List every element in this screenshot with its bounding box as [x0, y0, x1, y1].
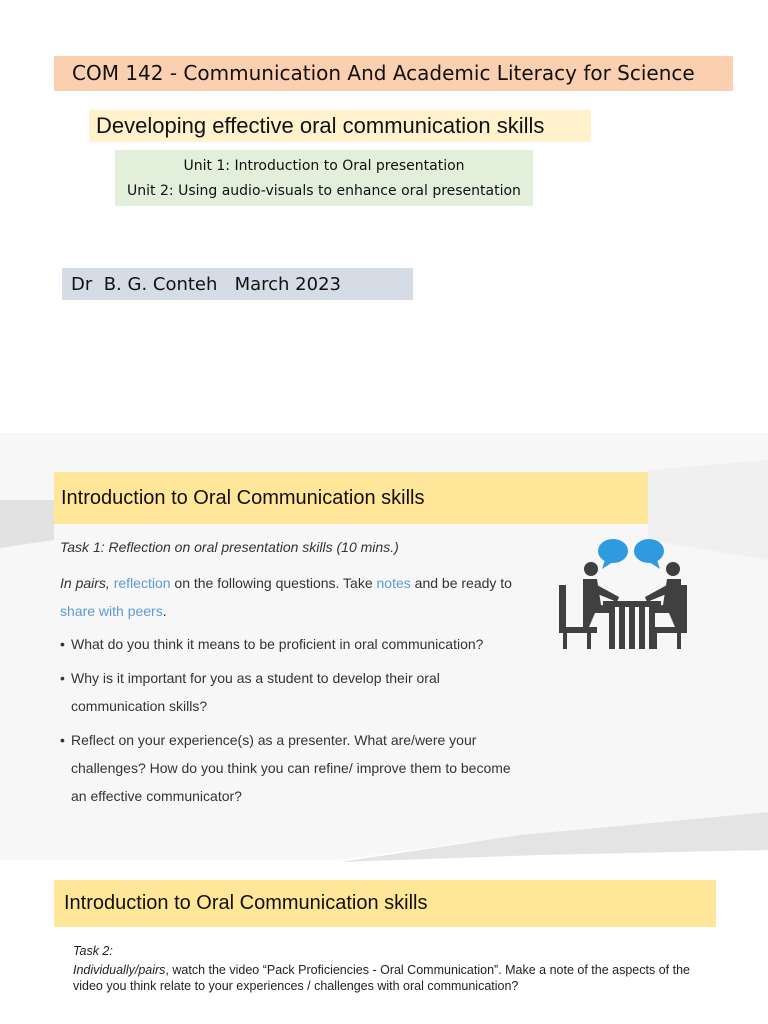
task-2-instructions: [73, 962, 703, 994]
author-date-label: Dr B. G. Conteh March 2023: [62, 268, 413, 300]
units-box: [115, 150, 533, 206]
slide-2-title: Introduction to Oral Communication skills: [54, 472, 648, 524]
task-2-label: Task 2:: [73, 944, 113, 958]
task-2-lead: Individually/pairs: [73, 963, 166, 977]
slide-3-title: Introduction to Oral Communication skills: [54, 880, 716, 927]
question-bullet-3: • Reflect on your experience(s) as a presenter. What are/were your challenges? How do you think you can refine/ improve them to become an effective communicator?: [60, 726, 530, 810]
task-1-title: Task 1: Reflection on oral presentation skills (10 mins.): [60, 539, 399, 555]
intro-text-1: on the following questions. Take: [170, 575, 377, 591]
course-title: COM 142 - Communication And Academic Literacy for Science: [54, 56, 733, 91]
task-2-body: , watch the video “Pack Proficiencies - Oral Communication”. Make a note of the aspects of the video you think relate to your experiences / challenges with oral communication?: [73, 963, 690, 993]
notes-highlight: notes: [376, 575, 411, 591]
question-bullet-2: • Why is it important for you as a student to develop their oral communication skills?: [60, 664, 530, 720]
intro-text-3: .: [162, 603, 167, 619]
reflection-highlight: reflection: [113, 575, 171, 591]
slide-subtitle: Developing effective oral communication skills: [89, 110, 591, 142]
task-1-instructions: [60, 569, 550, 625]
unit-1-label: Unit 1: Introduction to Oral presentation: [183, 158, 465, 174]
intro-lead: In pairs,: [60, 575, 110, 591]
conversation-illustration-icon: [553, 535, 693, 655]
unit-2-label: Unit 2: Using audio-visuals to enhance oral presentation: [127, 183, 521, 199]
intro-text-2: and be ready to: [410, 575, 512, 591]
question-bullet-1: • What do you think it means to be proficient in oral communication?: [60, 630, 530, 658]
share-highlight: share with peers: [60, 603, 163, 619]
